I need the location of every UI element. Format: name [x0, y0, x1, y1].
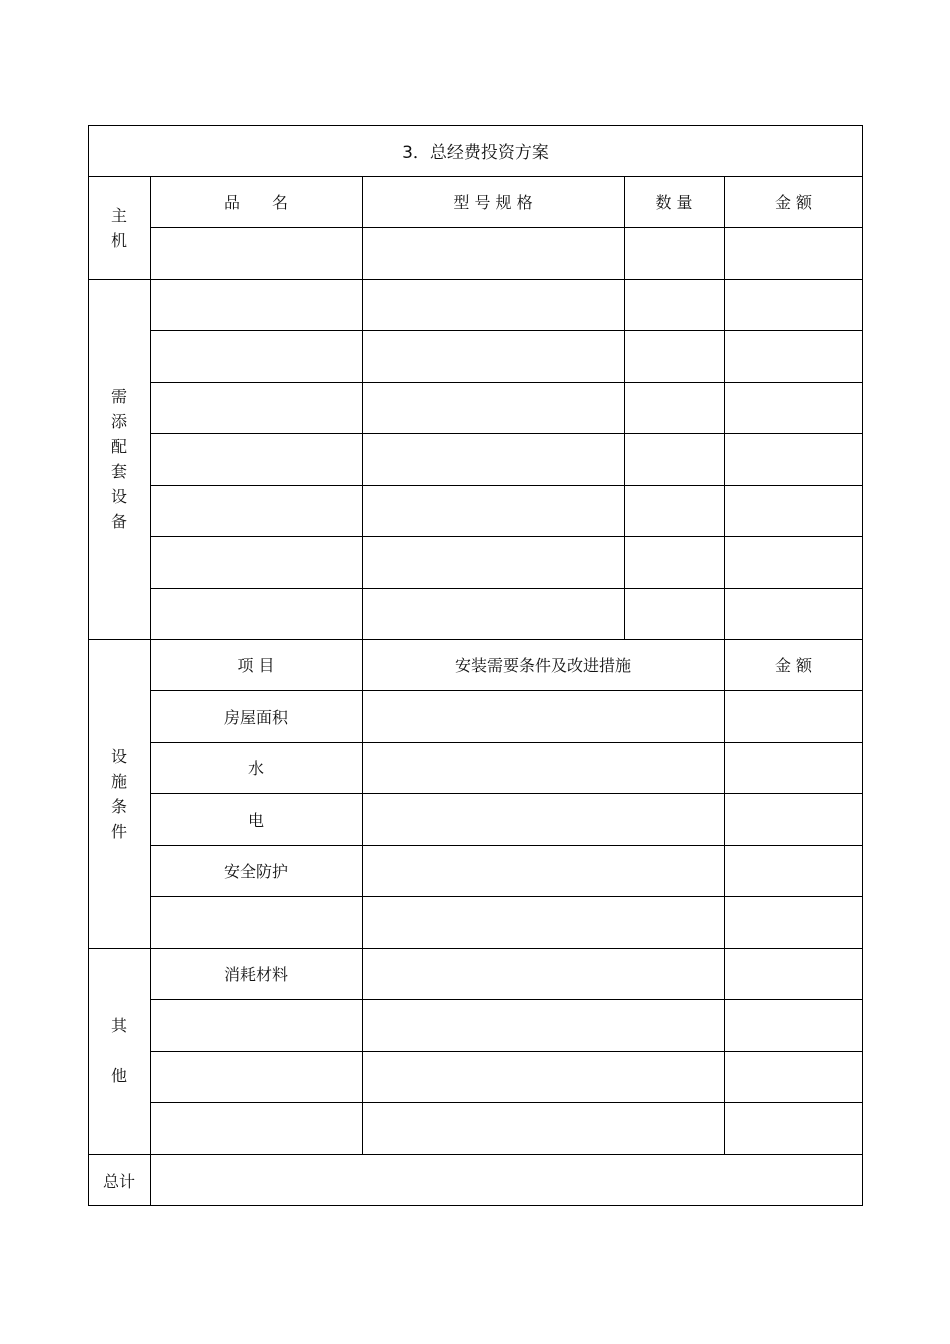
- header-amount: 金 额: [774, 193, 813, 212]
- section-label-char: 件: [110, 821, 127, 841]
- other-item-consumables: 消耗材料: [223, 965, 288, 984]
- section-label-char: 设: [110, 487, 127, 506]
- facility-item-floor-area: 房屋面积: [223, 707, 288, 727]
- section-label-char: 其: [110, 1016, 127, 1035]
- row-divider: [150, 485, 863, 486]
- header-model-spec: 型 号 规 格: [453, 193, 533, 212]
- section-label-total: 总计: [102, 1171, 135, 1191]
- facility-item-safety: 安全防护: [223, 862, 288, 881]
- row-divider: [150, 433, 863, 434]
- section-label-char: 备: [110, 512, 127, 531]
- section-label-char: 套: [110, 462, 127, 481]
- row-divider: [150, 1051, 863, 1052]
- section-label-char: 条: [110, 796, 127, 816]
- row-divider: [150, 1102, 863, 1103]
- header-product-name: 品 名: [223, 193, 288, 212]
- header-quantity: 数 量: [655, 193, 693, 212]
- section-label-char: 主: [110, 205, 127, 225]
- section-label-facility: [88, 639, 150, 948]
- row-divider: [150, 536, 863, 537]
- section-label-char: 添: [110, 412, 127, 431]
- section-label-equipment: [88, 279, 150, 639]
- column-divider: [624, 176, 625, 639]
- row-divider: [150, 588, 863, 589]
- header-item: 项 目: [237, 656, 275, 675]
- row-divider: [150, 896, 863, 897]
- row-divider: [150, 999, 863, 1000]
- row-divider: [150, 227, 863, 228]
- row-divider: [88, 279, 863, 280]
- header-install-measures: 安装需要条件及改进措施: [454, 656, 631, 675]
- row-divider: [150, 330, 863, 331]
- facility-item-water: 水: [247, 759, 264, 778]
- section-label-char: 需: [110, 387, 127, 406]
- row-divider: [150, 382, 863, 383]
- header-facility-amount: 金 额: [774, 656, 813, 675]
- section-label-char: 配: [110, 437, 127, 456]
- section-label-char: 施: [110, 771, 127, 791]
- row-divider: [88, 1154, 863, 1155]
- section-label-char: 他: [110, 1066, 127, 1085]
- facility-item-electricity: 电: [247, 810, 264, 830]
- section-label-char: 设: [110, 746, 127, 766]
- section-label-host: [88, 176, 150, 279]
- table-title: 3．总经费投资方案: [402, 143, 549, 163]
- section-label-char: 机: [110, 230, 127, 250]
- section-label-other: [88, 948, 150, 1154]
